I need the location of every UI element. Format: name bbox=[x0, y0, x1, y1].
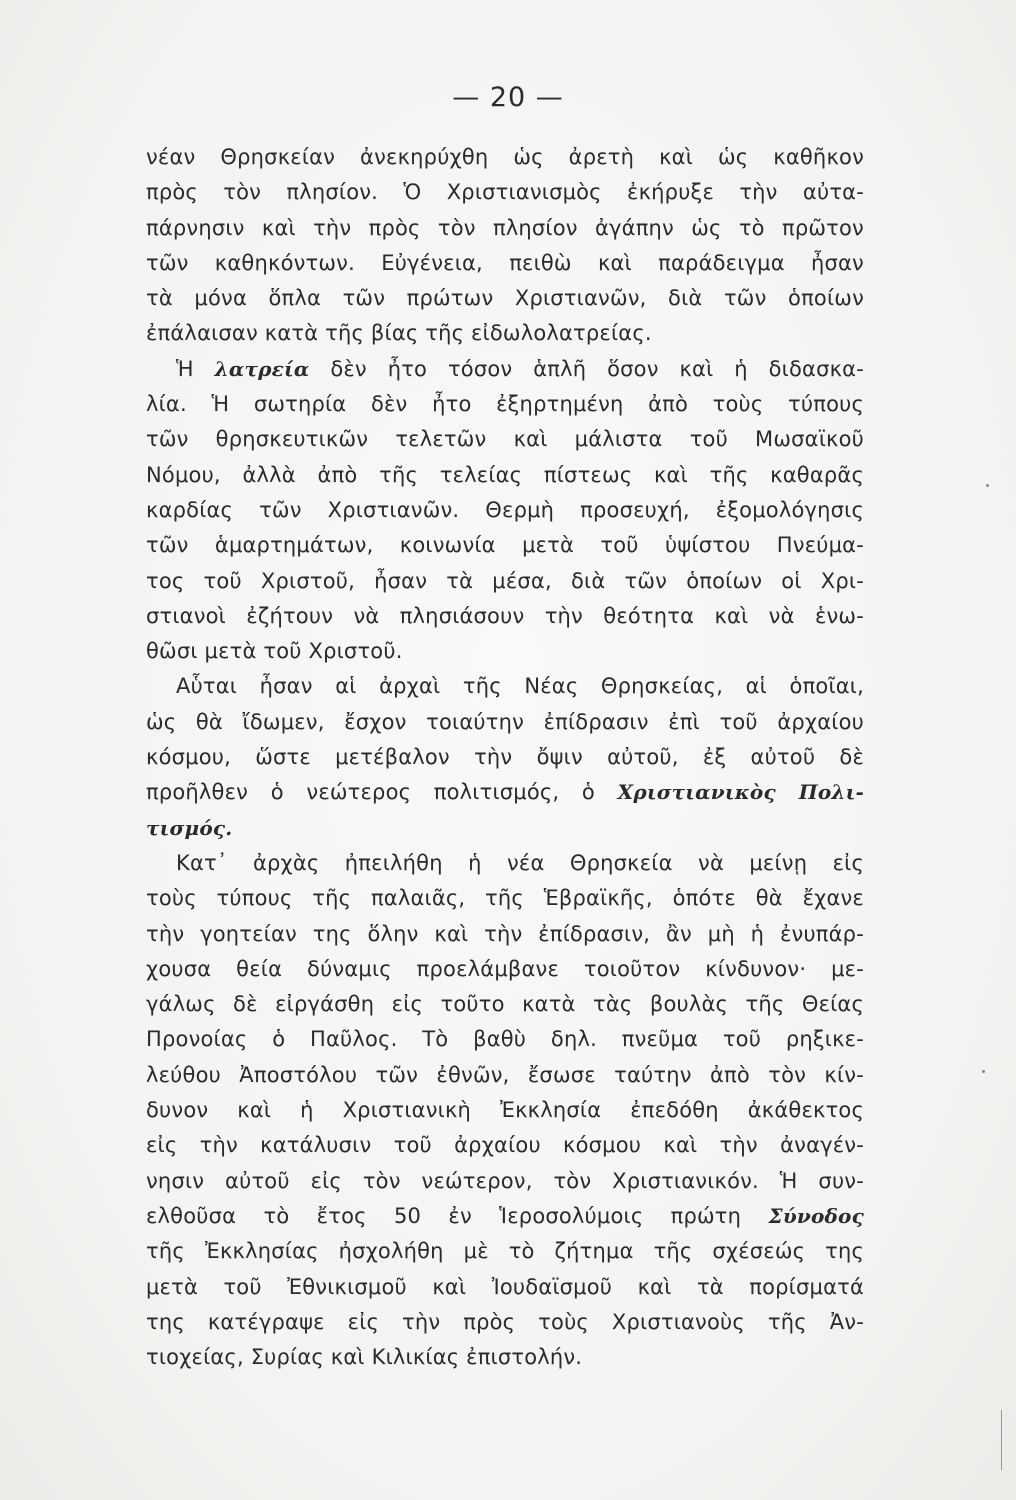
text-line: λεύθου Ἀποστόλου τῶν ἐθνῶν, ἔσωσε ταύτην ἀπὸ τὸν κίν- bbox=[146, 1062, 864, 1087]
text-line: τῶν ἁμαρτημάτων, κοινωνία μετὰ τοῦ ὑψίστου Πνεύμα- bbox=[146, 533, 864, 558]
text-line: θῶσι μετὰ τοῦ Χριστοῦ. bbox=[146, 639, 403, 664]
text-line: χουσα θεία δύναμις προελάμβανε τοιοῦτον κίνδυνον· με- bbox=[146, 956, 864, 981]
text-line: πάρνησιν καὶ τὴν πρὸς τὸν πλησίον ἀγάπην ὡς τὸ πρῶτον bbox=[146, 215, 864, 240]
text-line: τὰ μόνα ὅπλα τῶν πρώτων Χριστιανῶν, διὰ τῶν ὁποίων bbox=[146, 286, 864, 311]
text-line: κόσμου, ὥστε μετέβαλον τὴν ὄψιν αὐτοῦ, ἐξ αὐτοῦ δὲ bbox=[146, 745, 864, 770]
text-line: της κατέγραψε εἰς τὴν πρὸς τοὺς Χριστιανοὺς τῆς Ἀν- bbox=[146, 1309, 864, 1334]
text-line: τὴν γοητείαν της ὅλην καὶ τὴν ἐπίδρασιν, ἂν μὴ ἡ ἐνυπάρ- bbox=[146, 921, 864, 946]
emphasized-term: Χριστιανικὸς Πολι- bbox=[617, 780, 864, 805]
text-line: Προνοίας ὁ Παῦλος. Τὸ βαθὺ δηλ. πνεῦμα τοῦ ρηξικε- bbox=[146, 1027, 864, 1052]
text-line: νέαν Θρησκείαν ἀνεκηρύχθη ὡς ἀρετὴ καὶ ὡς καθῆκον bbox=[146, 145, 864, 169]
text-line: εἰς τὴν κατάλυσιν τοῦ ἀρχαίου κόσμου καὶ τὴν ἀναγέν- bbox=[146, 1133, 864, 1158]
text-line: Αὗται ἦσαν αἱ ἀρχαὶ τῆς Νέας Θρησκείας, αἱ ὁποῖαι, bbox=[176, 674, 864, 699]
line-prefix: Ἡ bbox=[176, 356, 194, 381]
text-line: λία. Ἡ σωτηρία δὲν ἦτο ἐξηρτημένη ἀπὸ τοὺς τύπους bbox=[146, 392, 864, 417]
text-line: τος τοῦ Χριστοῦ, ἦσαν τὰ μέσα, διὰ τῶν ὁποίων οἱ Χρι- bbox=[146, 568, 864, 593]
body-text bbox=[146, 140, 864, 1375]
text-line: Νόμου, ἀλλὰ ἀπὸ τῆς τελείας πίστεως καὶ τῆς καθαρᾶς bbox=[146, 462, 864, 487]
text-line bbox=[146, 775, 864, 810]
text-line: καρδίας τῶν Χριστιανῶν. Θερμὴ προσευχή, ἐξομολόγησις bbox=[146, 497, 864, 522]
text-line: στιανοὶ ἐζήτουν νὰ πλησιάσουν τὴν θεότητα καὶ νὰ ἑνω- bbox=[146, 603, 864, 628]
line-text: προῆλθεν ὁ νεώτερος πολιτισμός, ὁ bbox=[146, 780, 595, 805]
text-line: νησιν αὐτοῦ εἰς τὸν νεώτερον, τὸν Χριστιανικόν. Ἡ συν- bbox=[146, 1168, 864, 1193]
text-line bbox=[146, 1199, 864, 1234]
text-line: ὡς θὰ ἴδωμεν, ἔσχον τοιαύτην ἐπίδρασιν ἐπὶ τοῦ ἀρχαίου bbox=[146, 709, 864, 734]
emphasized-term: τισμός. bbox=[146, 815, 233, 840]
margin-speck bbox=[986, 484, 989, 487]
text-line: ἐπάλαισαν κατὰ τῆς βίας τῆς εἰδωλολατρείας. bbox=[146, 321, 652, 346]
line-rest: δὲν ἦτο τόσον ἁπλῆ ὅσον καὶ ἡ διδασκα- bbox=[330, 356, 864, 381]
text-line: τῆς Ἐκκλησίας ἠσχολήθη μὲ τὸ ζήτημα τῆς σχέσεώς της bbox=[146, 1239, 864, 1264]
line-text: ελθοῦσα τὸ ἔτος 50 ἐν Ἱεροσολύμοις πρώτη bbox=[146, 1203, 742, 1228]
text-line: Κατ᾽ ἀρχὰς ἠπειλήθη ἡ νέα Θρησκεία νὰ μείνῃ εἰς bbox=[176, 850, 864, 875]
emphasized-term: Σύνοδος bbox=[768, 1203, 864, 1228]
text-line: δυνον καὶ ἡ Χριστιανικὴ Ἐκκλησία ἐπεδόθη ἀκάθεκτος bbox=[146, 1098, 864, 1123]
page-edge-line bbox=[1001, 1410, 1002, 1470]
text-line: πρὸς τὸν πλησίον. Ὁ Χριστιανισμὸς ἐκήρυξε τὴν αὐτα- bbox=[146, 180, 864, 205]
text-line bbox=[146, 352, 864, 387]
emphasized-term: λατρεία bbox=[214, 356, 310, 381]
text-line bbox=[146, 811, 864, 846]
text-line: τῶν θρησκευτικῶν τελετῶν καὶ μάλιστα τοῦ Μωσαϊκοῦ bbox=[146, 427, 864, 452]
text-line: τιοχείας, Συρίας καὶ Κιλικίας ἐπιστολήν. bbox=[146, 1345, 583, 1370]
text-line: γάλως δὲ εἰργάσθη εἰς τοῦτο κατὰ τὰς βουλὰς τῆς Θείας bbox=[146, 992, 864, 1017]
text-line: τοὺς τύπους τῆς παλαιᾶς, τῆς Ἑβραϊκῆς, ὁπότε θὰ ἔχανε bbox=[146, 886, 864, 911]
text-line: μετὰ τοῦ Ἐθνικισμοῦ καὶ Ἰουδαϊσμοῦ καὶ τὰ πορίσματά bbox=[146, 1274, 864, 1299]
margin-speck bbox=[982, 1070, 985, 1073]
text-line: τῶν καθηκόντων. Εὐγένεια, πειθὼ καὶ παράδειγμα ἦσαν bbox=[146, 250, 864, 275]
page-number: — 20 — bbox=[452, 82, 564, 113]
